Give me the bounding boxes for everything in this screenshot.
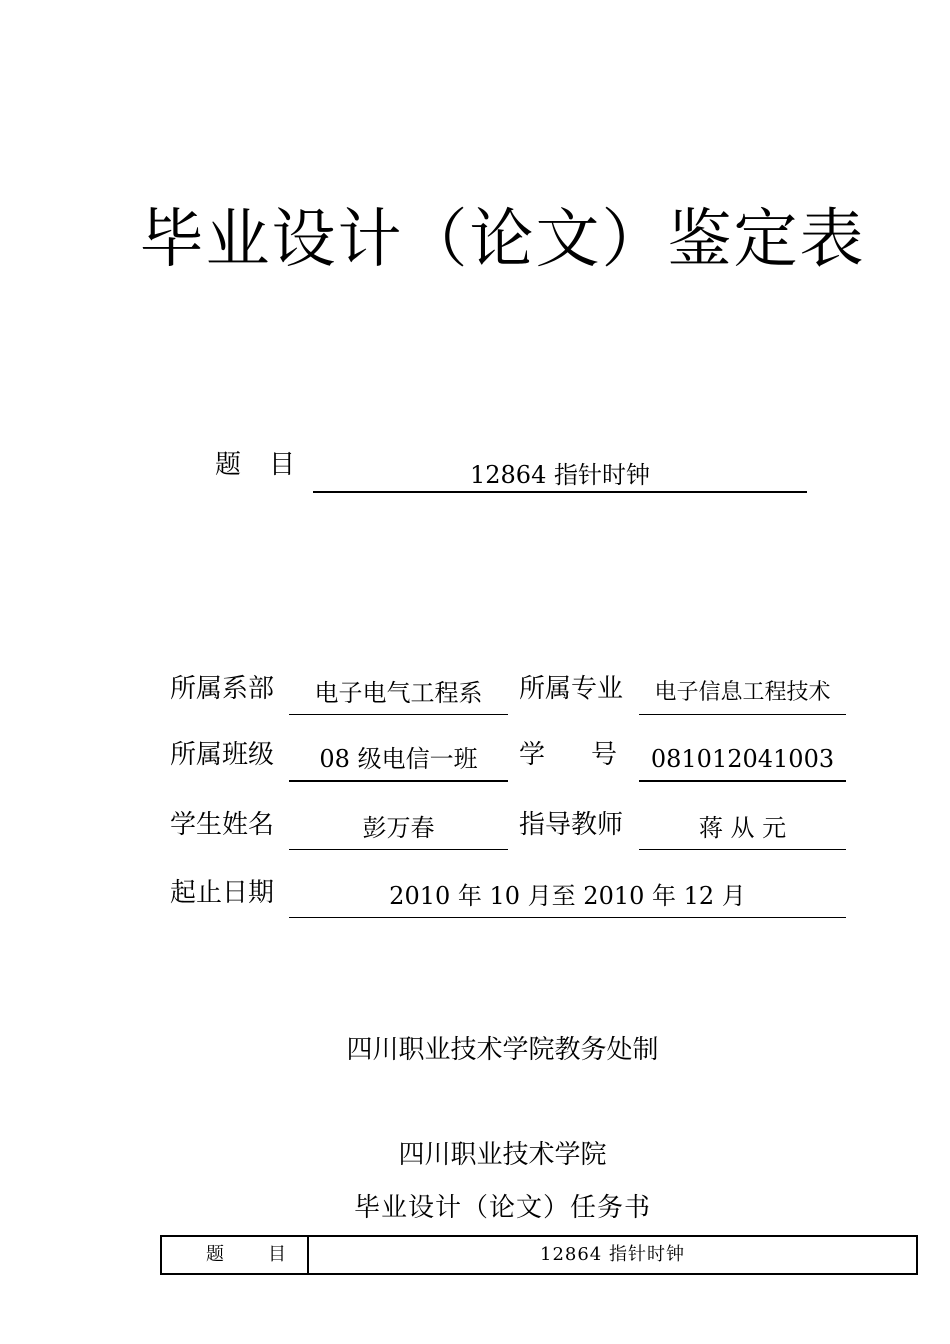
department-label: 所属系部 [170,674,275,704]
task-table [160,1235,918,1275]
page-title: 毕业设计（论文）鉴定表 [139,203,866,277]
task-table-topic-value: 12864 指针时钟 [540,1244,685,1265]
class-label: 所属班级 [170,740,275,770]
advisor-label: 指导教师 [519,810,624,840]
period-label: 起止日期 [170,878,275,908]
student-id-value: 081012041003 [639,742,846,782]
major-value: 电子信息工程技术 [639,676,846,715]
topic-value: 12864 指针时钟 [313,458,807,493]
advisor-value: 蒋 从 元 [639,811,846,850]
major-label: 所属专业 [519,674,624,704]
school-name: 四川职业技术学院 [398,1140,607,1170]
student-id-label: 学号 [519,740,664,770]
topic-label: 题目 [215,450,324,480]
issuing-office: 四川职业技术学院教务处制 [346,1035,659,1065]
class-value: 08 级电信一班 [289,742,508,782]
student-name-value: 彭万春 [289,811,508,850]
department-value: 电子电气工程系 [289,676,508,715]
task-book-title: 毕业设计（论文）任务书 [353,1193,651,1223]
task-table-topic-label: 题目 [162,1237,309,1273]
period-value: 2010 年 10 月至 2010 年 12 月 [289,879,846,918]
student-name-label: 学生姓名 [170,810,275,840]
